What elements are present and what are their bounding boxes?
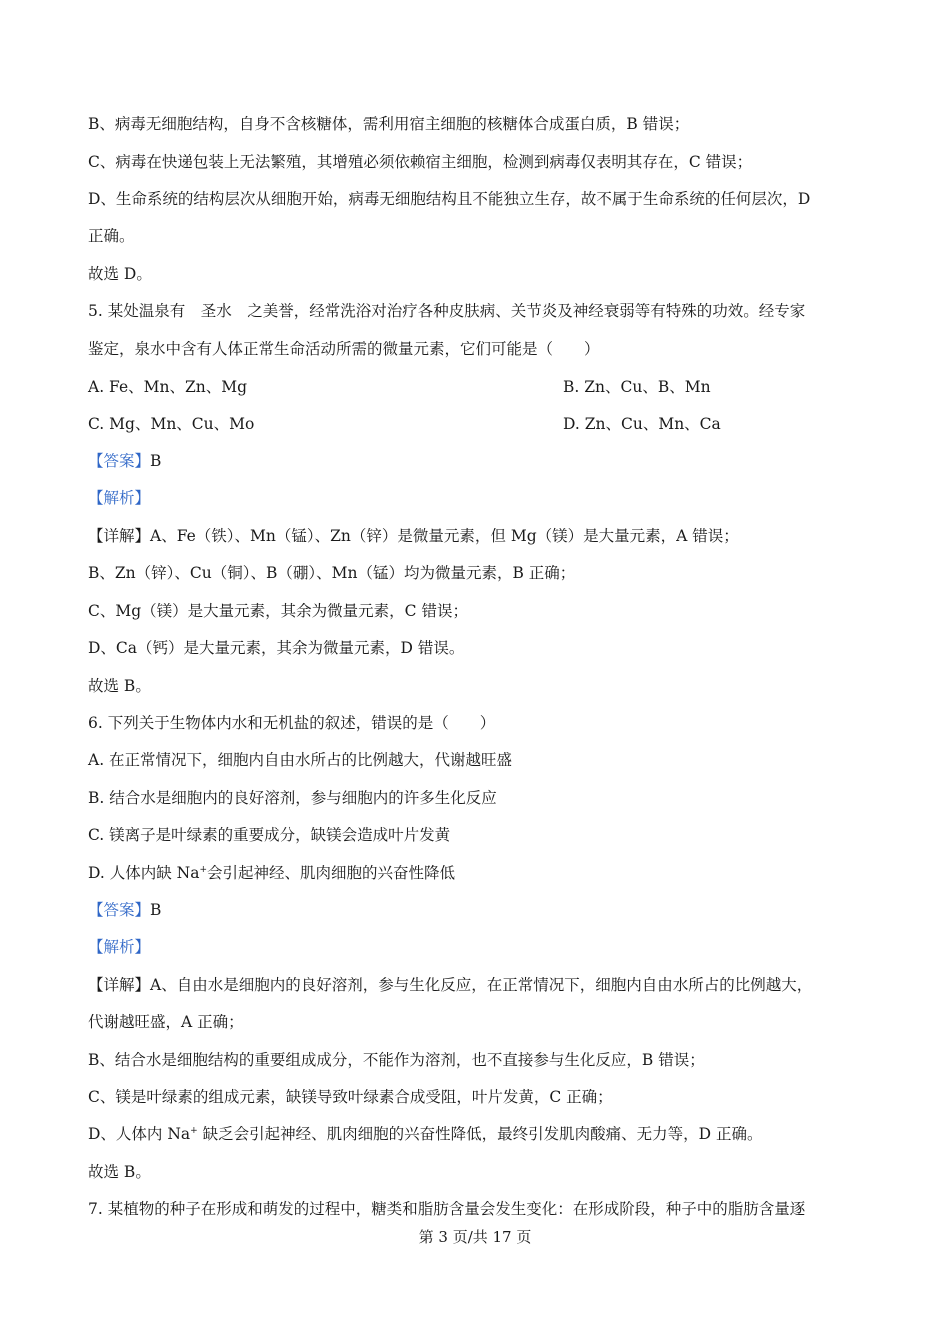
text-line: 故选 B。 [88,1163,151,1181]
answer-line [88,450,868,472]
option-b: B. Zn、Cu、B、Mn [563,378,711,396]
option-d: D. Zn、Cu、Mn、Ca [563,415,721,433]
superscript: + [190,1126,198,1136]
superscript: + [199,865,208,875]
text-line: 正确。 [88,227,135,245]
text-segment: 缺乏会引起神经、肌肉细胞的兴奋性降低，最终引发肌肉酸痛、无力等，D 正确。 [197,1125,763,1143]
analysis-line [88,936,868,958]
page-footer: 第 3 页/共 17 页 [418,1228,532,1246]
question-7-stem: 7. 某植物的种子在形成和萌发的过程中，糖类和脂肪含量会发生变化：在形成阶段，种子中的脂肪含量逐 [88,1200,806,1218]
answer-value: B [150,901,162,919]
question-6-stem: 6. 下列关于生物体内水和无机盐的叙述，错误的是（ ） [88,714,496,732]
answer-value: B [150,452,162,470]
option-a: A. Fe、Mn、Zn、Mg [88,378,248,396]
text-line: 故选 D。 [88,265,152,283]
option-d-text: D. 人体内缺 Na [88,864,200,882]
option-a: A. 在正常情况下，细胞内自由水所占的比例越大，代谢越旺盛 [88,751,513,769]
question-5-stem: 5. 某处温泉有 圣水 之美誉，经常洗浴对治疗各种皮肤病、关节炎及神经衰弱等有特殊的功效。经专家 [88,302,806,320]
detail-text: A、自由水是细胞内的良好溶剂，参与生化反应，在正常情况下，细胞内自由水所占的比例越大， [150,976,813,994]
detail-tag: 【详解】 [88,976,151,994]
option-d-text: 会引起神经、肌肉细胞的兴奋性降低 [207,864,456,882]
text-line: C、Mg（镁）是大量元素，其余为微量元素，C 错误； [88,602,468,620]
option-d [88,862,868,884]
question-5-options-row [88,376,868,398]
text-line: D、生命系统的结构层次从细胞开始，病毒无细胞结构且不能独立生存，故不属于生命系统的任何层次，D [88,190,811,208]
text-segment: D、人体内 Na [88,1125,191,1143]
text-line: D、Ca（钙）是大量元素，其余为微量元素，D 错误。 [88,639,465,657]
text-line: 代谢越旺盛，A 正确； [88,1013,244,1031]
option-c: C. Mg、Mn、Cu、Mo [88,415,255,433]
detail-line [88,525,868,547]
question-5-options-row [88,413,868,435]
text-line: B、Zn（锌）、Cu（铜）、B（硼）、Mn（锰）均为微量元素，B 正确； [88,564,576,582]
answer-tag: 【答案】 [88,452,151,470]
analysis-line [88,487,868,509]
text-line: C、病毒在快递包装上无法繁殖，其增殖必须依赖宿主细胞，检测到病毒仅表明其存在，C 错误； [88,153,753,171]
text-line: C、镁是叶绿素的组成元素，缺镁导致叶绿素合成受阻，叶片发黄，C 正确； [88,1088,613,1106]
question-5-stem: 鉴定，泉水中含有人体正常生命活动所需的微量元素，它们可能是（ ） [88,340,600,358]
analysis-tag: 【解析】 [88,489,151,507]
text-line: 故选 B。 [88,677,151,695]
detail-line [88,974,868,996]
option-c: C. 镁离子是叶绿素的重要成分，缺镁会造成叶片发黄 [88,826,451,844]
text-line: B、病毒无细胞结构，自身不含核糖体，需利用宿主细胞的核糖体合成蛋白质，B 错误； [88,115,690,133]
option-b: B. 结合水是细胞内的良好溶剂，参与细胞内的许多生化反应 [88,789,497,807]
text-line [88,1123,868,1145]
analysis-tag: 【解析】 [88,938,151,956]
answer-tag: 【答案】 [88,901,151,919]
detail-tag: 【详解】 [88,527,151,545]
detail-text: A、Fe（铁）、Mn（锰）、Zn（锌）是微量元素，但 Mg（镁）是大量元素，A 错误； [150,527,739,545]
answer-line [88,899,868,921]
text-line: B、结合水是细胞结构的重要组成成分，不能作为溶剂，也不直接参与生化反应，B 错误； [88,1051,705,1069]
